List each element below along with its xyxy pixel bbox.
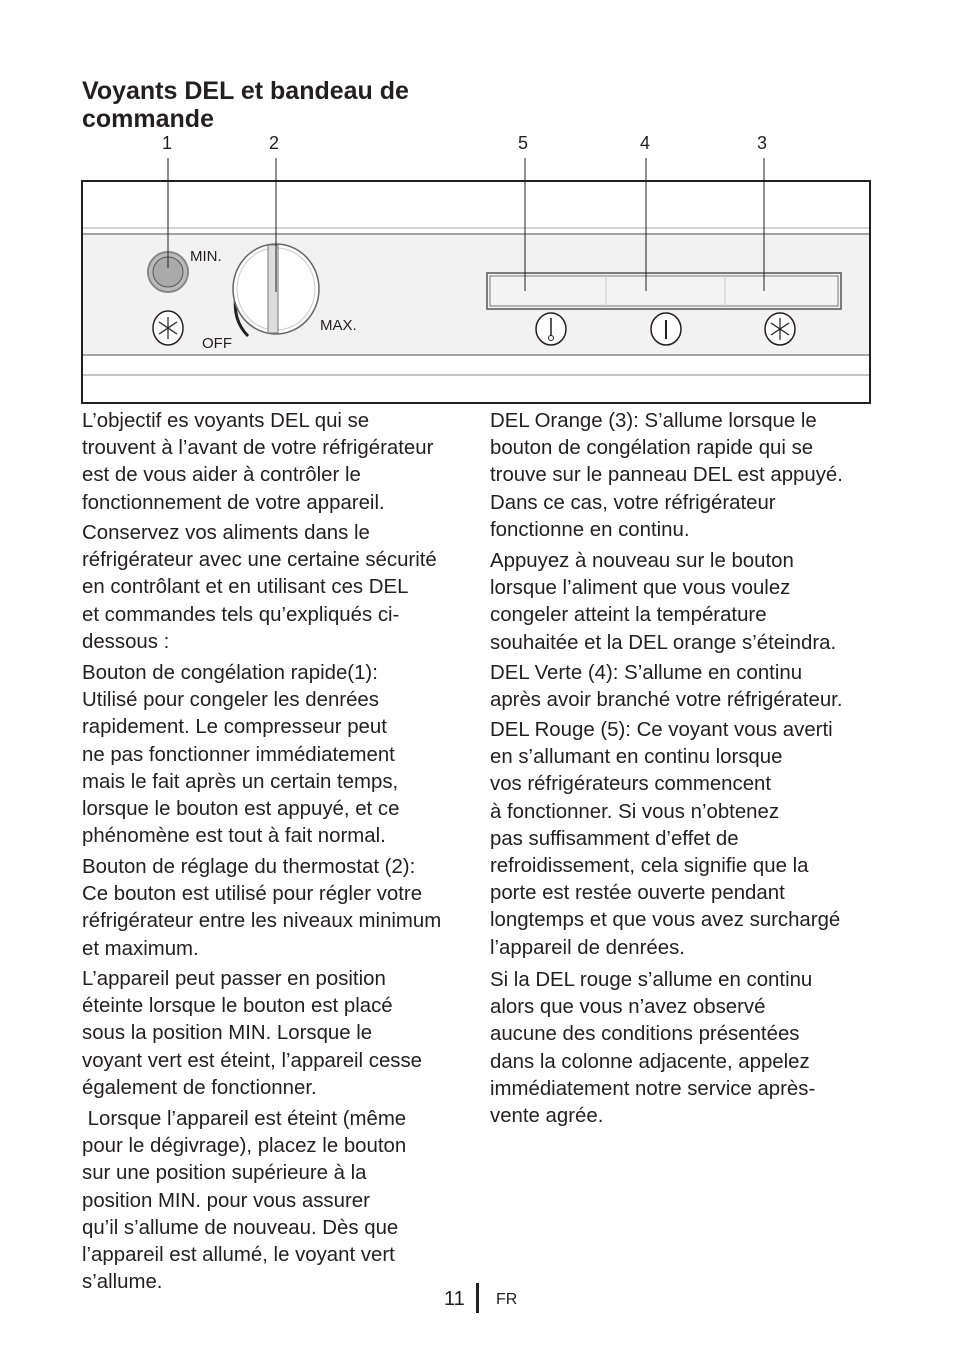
text-line: sur une position supérieure à la <box>82 1162 367 1185</box>
paragraph <box>82 1106 406 1296</box>
paragraph <box>82 854 441 963</box>
text-line: l’appareil de denrées. <box>490 936 685 959</box>
text-line: lorsque le bouton est appuyé, et ce <box>82 798 400 821</box>
text-line: vente agrée. <box>490 1105 604 1128</box>
text-line: et maximum. <box>82 937 199 960</box>
text-line: voyant vert est éteint, l’appareil cesse <box>82 1049 423 1072</box>
text-line: pour le dégivrage), placez le bouton <box>82 1135 407 1158</box>
power-icon <box>651 313 681 345</box>
text-line: après avoir branché votre réfrigérateur. <box>490 689 843 712</box>
text-line: vos réfrigérateurs commencent <box>490 773 772 796</box>
paragraph <box>490 548 836 657</box>
callout-1: 1 <box>161 133 173 153</box>
text-line: aucune des conditions présentées <box>490 1023 800 1046</box>
paragraph <box>82 520 437 656</box>
text-line: immédiatement notre service après- <box>490 1077 816 1100</box>
text-line: refroidissement, cela signifie que la <box>490 855 809 878</box>
control-panel-diagram <box>0 0 954 420</box>
text-line: rapidement. Le compresseur peut <box>82 716 387 739</box>
text-line: congeler atteint la température <box>490 604 767 627</box>
text-line: réfrigérateur entre les niveaux minimum <box>82 910 442 933</box>
footer-divider <box>476 1283 479 1313</box>
paragraph <box>82 660 399 850</box>
text-line: L’appareil peut passer en position <box>82 968 386 990</box>
thermometer-icon <box>536 313 566 345</box>
text-line: fonctionnement de votre appareil. <box>82 491 385 514</box>
callout-3: 3 <box>756 133 768 153</box>
text-line: Lorsque l’appareil est éteint (même <box>82 1108 407 1130</box>
text-line: l’appareil est allumé, le voyant vert <box>82 1244 395 1267</box>
text-line: fonctionne en continu. <box>490 518 690 541</box>
text-line: dans la colonne adjacente, appelez <box>490 1050 810 1073</box>
text-line: souhaitée et la DEL orange s’éteindra. <box>490 631 837 654</box>
text-line: s’allume. <box>82 1271 163 1294</box>
text-line: Bouton de réglage du thermostat (2): <box>82 856 416 878</box>
callout-5: 5 <box>517 133 529 153</box>
led-strip <box>487 273 841 309</box>
min-label: MIN. <box>190 248 222 265</box>
text-line: mais le fait après un certain temps, <box>82 770 399 793</box>
text-line: DEL Orange (3): S’allume lorsque le <box>490 410 817 432</box>
text-line: pas suffisamment d’effet de <box>490 827 739 850</box>
text-line: Conservez vos aliments dans le <box>82 522 370 544</box>
paragraph <box>490 967 815 1130</box>
text-line: éteinte lorsque le bouton est placé <box>82 995 393 1018</box>
text-line: porte est restée ouverte pendant <box>490 882 785 905</box>
paragraph <box>82 408 433 517</box>
max-label: MAX. <box>320 317 357 334</box>
page-number: 11 <box>444 1288 465 1310</box>
text-line: Bouton de congélation rapide(1): <box>82 662 378 684</box>
text-line: trouve sur le panneau DEL est appuyé. <box>490 464 843 487</box>
text-line: également de fonctionner. <box>82 1076 317 1099</box>
text-line: Utilisé pour congeler les denrées <box>82 689 379 712</box>
title-line: commande <box>82 105 214 133</box>
text-line: longtemps et que vous avez surchargé <box>490 909 841 932</box>
paragraph <box>490 717 840 962</box>
text-line: sous la position MIN. Lorsque le <box>82 1022 373 1045</box>
text-line: ne pas fonctionner immédiatement <box>82 743 395 766</box>
language-code: FR <box>496 1291 518 1308</box>
text-line: Dans ce cas, votre réfrigérateur <box>490 491 776 514</box>
text-line: en contrôlant et en utilisant ces DEL <box>82 576 409 599</box>
off-label: OFF <box>202 335 232 352</box>
callout-2: 2 <box>268 133 280 153</box>
text-line: à fonctionner. Si vous n’obtenez <box>490 800 780 823</box>
paragraph <box>82 966 422 1102</box>
text-line: DEL Verte (4): S’allume en continu <box>490 662 803 684</box>
callout-4: 4 <box>639 133 651 153</box>
text-line: bouton de congélation rapide qui se <box>490 437 814 460</box>
text-line: en s’allumant en continu lorsque <box>490 746 783 769</box>
paragraph <box>490 660 843 714</box>
text-line: trouvent à l’avant de votre réfrigérateur <box>82 437 434 460</box>
text-line: et commandes tels qu’expliqués ci- <box>82 603 400 626</box>
text-line: Ce bouton est utilisé pour régler votre <box>82 883 423 906</box>
snowflake-icon <box>765 313 795 345</box>
text-line: L’objectif es voyants DEL qui se <box>82 410 370 432</box>
text-line: phénomène est tout à fait normal. <box>82 825 386 848</box>
text-line: est de vous aider à contrôler le <box>82 464 361 487</box>
text-line: dessous : <box>82 630 170 653</box>
text-line: Si la DEL rouge s’allume en continu <box>490 969 813 991</box>
text-line: qu’il s’allume de nouveau. Dès que <box>82 1216 399 1239</box>
paragraph <box>490 408 843 544</box>
text-line: DEL Rouge (5): Ce voyant vous averti <box>490 719 833 741</box>
text-line: alors que vous n’avez observé <box>490 996 766 1019</box>
text-line: position MIN. pour vous assurer <box>82 1189 370 1212</box>
text-line: réfrigérateur avec une certaine sécurité <box>82 549 437 572</box>
snowflake-icon <box>153 311 183 345</box>
text-line: lorsque l’aliment que vous voulez <box>490 577 791 600</box>
text-line: Appuyez à nouveau sur le bouton <box>490 550 794 572</box>
title-line: Voyants DEL et bandeau de <box>82 77 409 105</box>
